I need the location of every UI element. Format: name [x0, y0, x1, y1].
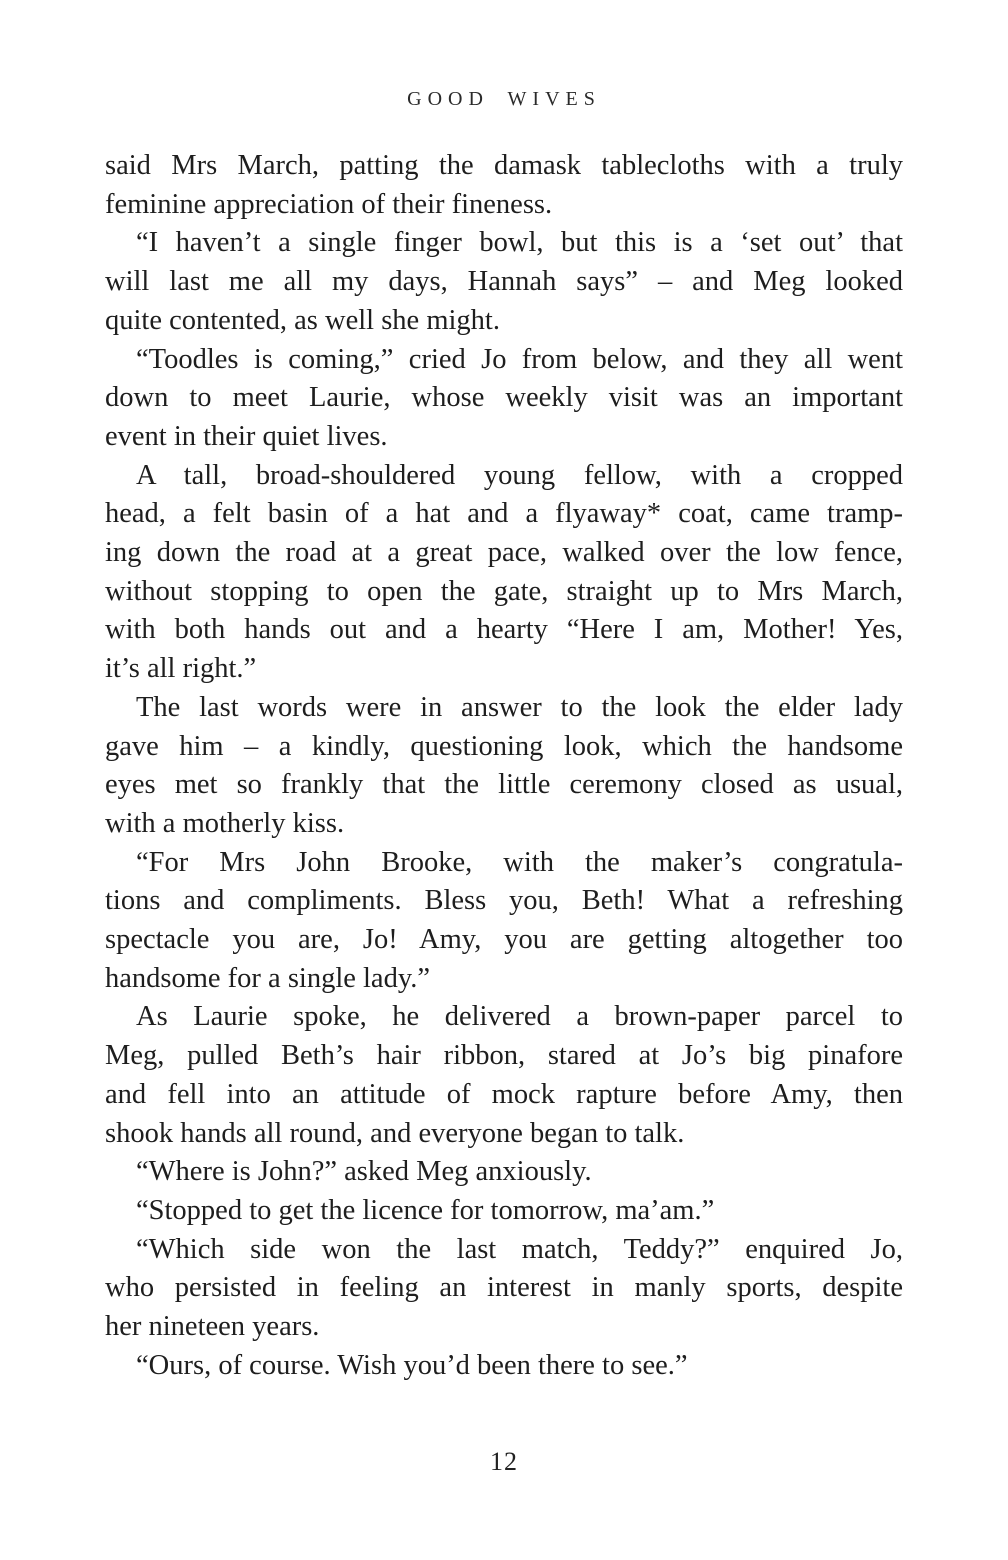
paragraph: [105, 844, 903, 999]
text-line: A tall, broad-shouldered young fellow, with a cropped: [136, 459, 903, 491]
text-line: event in their quiet lives.: [105, 420, 388, 452]
text-line: “Ours, of course. Wish you’d been there to see.”: [136, 1349, 688, 1381]
text-line: Meg, pulled Beth’s hair ribbon, stared at Jo’s big pinafore: [105, 1040, 903, 1072]
page-number: 12: [490, 1447, 518, 1476]
text-line: “For Mrs John Brooke, with the maker’s congratula-: [136, 846, 903, 878]
text-line: As Laurie spoke, he delivered a brown-paper parcel to: [136, 1001, 903, 1033]
text-line: down to meet Laurie, whose weekly visit was an important: [105, 382, 903, 414]
paragraph: [105, 224, 903, 340]
text-column: [105, 147, 903, 1386]
paragraph: [105, 341, 903, 457]
text-line: who persisted in feeling an interest in manly sports, despite: [105, 1272, 903, 1304]
paragraph: [105, 1231, 903, 1347]
paragraph: [105, 457, 903, 689]
text-line: with both hands out and a hearty “Here I am, Mother! Yes,: [105, 614, 903, 646]
text-line: The last words were in answer to the look the elder lady: [136, 691, 903, 723]
text-line: will last me all my days, Hannah says” – and Meg looked: [105, 266, 903, 298]
paragraph: [105, 1347, 903, 1386]
text-line: shook hands all round, and everyone began to talk.: [105, 1117, 685, 1149]
text-line: quite contented, as well she might.: [105, 304, 500, 336]
text-line: gave him – a kindly, questioning look, which the handsome: [105, 730, 903, 762]
running-header: GOOD WIVES: [407, 88, 601, 110]
paragraph: [105, 998, 903, 1153]
text-line: “Which side won the last match, Teddy?” enquired Jo,: [136, 1233, 903, 1265]
text-line: spectacle you are, Jo! Amy, you are getting altogether too: [105, 924, 903, 956]
text-line: tions and compliments. Bless you, Beth! What a refreshing: [105, 885, 903, 917]
text-line: head, a felt basin of a hat and a flyaway* coat, came tramp-: [105, 498, 903, 530]
text-line: without stopping to open the gate, straight up to Mrs March,: [105, 575, 903, 607]
paragraph: [105, 1192, 903, 1231]
paragraph: [105, 689, 903, 844]
text-line: and fell into an attitude of mock rapture before Amy, then: [105, 1078, 903, 1110]
text-line: ing down the road at a great pace, walked over the low fence,: [105, 537, 903, 569]
paragraph: [105, 1153, 903, 1192]
text-line: “Stopped to get the licence for tomorrow, ma’am.”: [136, 1194, 715, 1226]
text-line: it’s all right.”: [105, 653, 257, 685]
text-line: said Mrs March, patting the damask tablecloths with a truly: [105, 150, 903, 181]
paragraph: [105, 147, 903, 224]
text-line: “I haven’t a single finger bowl, but this is a ‘set out’ that: [136, 227, 903, 259]
text-line: her nineteen years.: [105, 1311, 320, 1343]
text-line: “Toodles is coming,” cried Jo from below, and they all went: [136, 343, 903, 375]
text-line: handsome for a single lady.”: [105, 962, 431, 994]
text-line: eyes met so frankly that the little ceremony closed as usual,: [105, 769, 903, 801]
text-line: feminine appreciation of their fineness.: [105, 188, 553, 220]
text-line: with a motherly kiss.: [105, 807, 345, 839]
text-line: “Where is John?” asked Meg anxiously.: [136, 1156, 592, 1188]
